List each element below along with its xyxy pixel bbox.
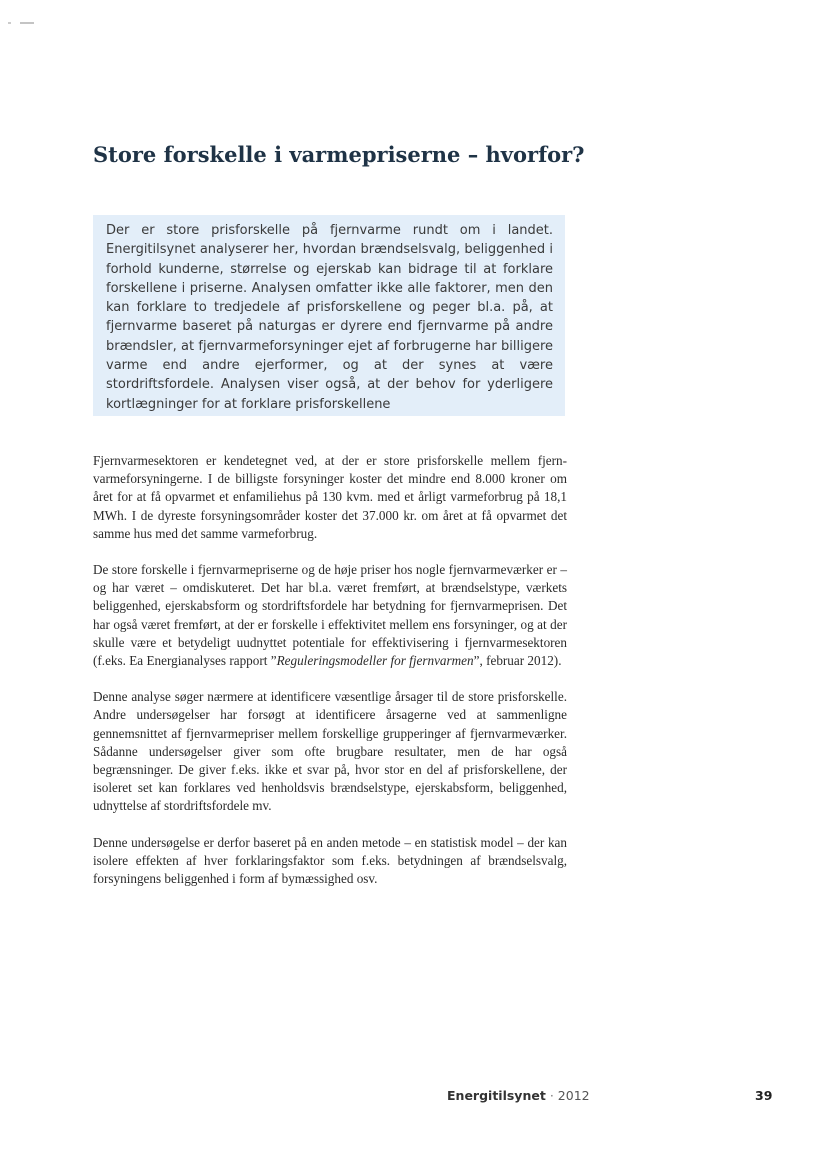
body-paragraph-1: Fjernvarmesektoren er kendetegnet ved, at der er store prisforskelle mellem fjernvarmeforsyningerne. I de billigste forsyninger koster det mindre end 8.000 kroner om året for at få opvarmet et enfamiliehus på 130 kvm. med et årligt varmeforbrug på 18,1 MWh. I de dyreste forsyningsområder koster det 37.000 kr. om året at få opvarmet det samme hus med det samme varmeforbrug. [93, 453, 567, 541]
body-paragraph-3: Denne analyse søger nærmere at identificere væsentlige årsager til de store prisforskelle. Andre undersøgelser har forsøgt at identificere årsagerne ved at sammenligne gennemsnittet af fjernvarmepriser mellem forskellige grupperinger af fjernvarmeværker. Sådanne undersøgelser giver som ofte brugbare resultater, men de har også begrænsninger. De giver f.eks. ikke et svar på, hvor stor en del af prisforskellene, der isoleret set kan forklares ved henholdsvis brændselstype, ejerskabsform, beliggenhed, udnyttelse af stordriftsfordele mv. [93, 689, 567, 814]
publication-year: 2012 [557, 1088, 590, 1103]
footer-publisher [447, 1088, 590, 1104]
body-paragraph-4: Denne undersøgelse er derfor baseret på en anden metode – en statistisk model – der kan isolere effekten af hver forklaringsfaktor som f.eks. betydningen af brændselsvalg, forsyningens beliggenhed i form af bymæssighed osv. [93, 834, 567, 887]
body-paragraph-2-text: De store forskelle i fjernvarmepriserne og de høje priser hos nogle fjernvarmeværker er – og har været – omdiskuteret. Det har bl.a. været fremført, at brændselstype, værkets beliggenhed, ejerskabsform og stordriftsfordele har betydning for fjernvarmeprisen. Det har også været fremført, at der er forskelle i effektivitet mellem ens forsyninger, og at der skulle være et betydeligt uudnyttet potentiale for effektivisering i fjernvarmesektoren (f.eks. Ea Energianalyses rapport ” [93, 562, 567, 669]
body-paragraph-2 [93, 561, 567, 670]
publisher-name: Energitilsynet [447, 1088, 546, 1103]
footer-separator: · [549, 1088, 554, 1103]
scan-artifact-mark [6, 20, 36, 26]
page-title: Store forskelle i varmepriserne – hvorfor? [93, 142, 585, 167]
page-number: 39 [755, 1088, 773, 1103]
report-title-reference: Reguleringsmodeller for fjernvarmen [276, 653, 474, 669]
body-text-column [93, 452, 567, 906]
summary-box [93, 215, 565, 416]
summary-text: Der er store prisforskelle på fjernvarme rundt om i landet. Energitilsynet analyserer her, hvordan brændselsvalg, beliggenhed i forhold kunderne, størrelse og ejerskab kan bidrage til at forklare forskellene i priserne. Analysen omfatter ikke alle faktorer, men den kan forklare to tredjedele af prisforskellene og peger bl.a. på, at fjernvarme baseret på naturgas er dyrere end fjernvarme på andre brændsler, at fjernvarmeforsyninger ejet af forbrugerne har billigere varme end andre ejerformer, og at der synes at være stordriftsfordele. Analysen viser også, at der behov for yderligere kortlægninger for at forklare prisforskellene [106, 223, 553, 412]
body-paragraph-2-end: ”, februar 2012). [473, 653, 562, 669]
